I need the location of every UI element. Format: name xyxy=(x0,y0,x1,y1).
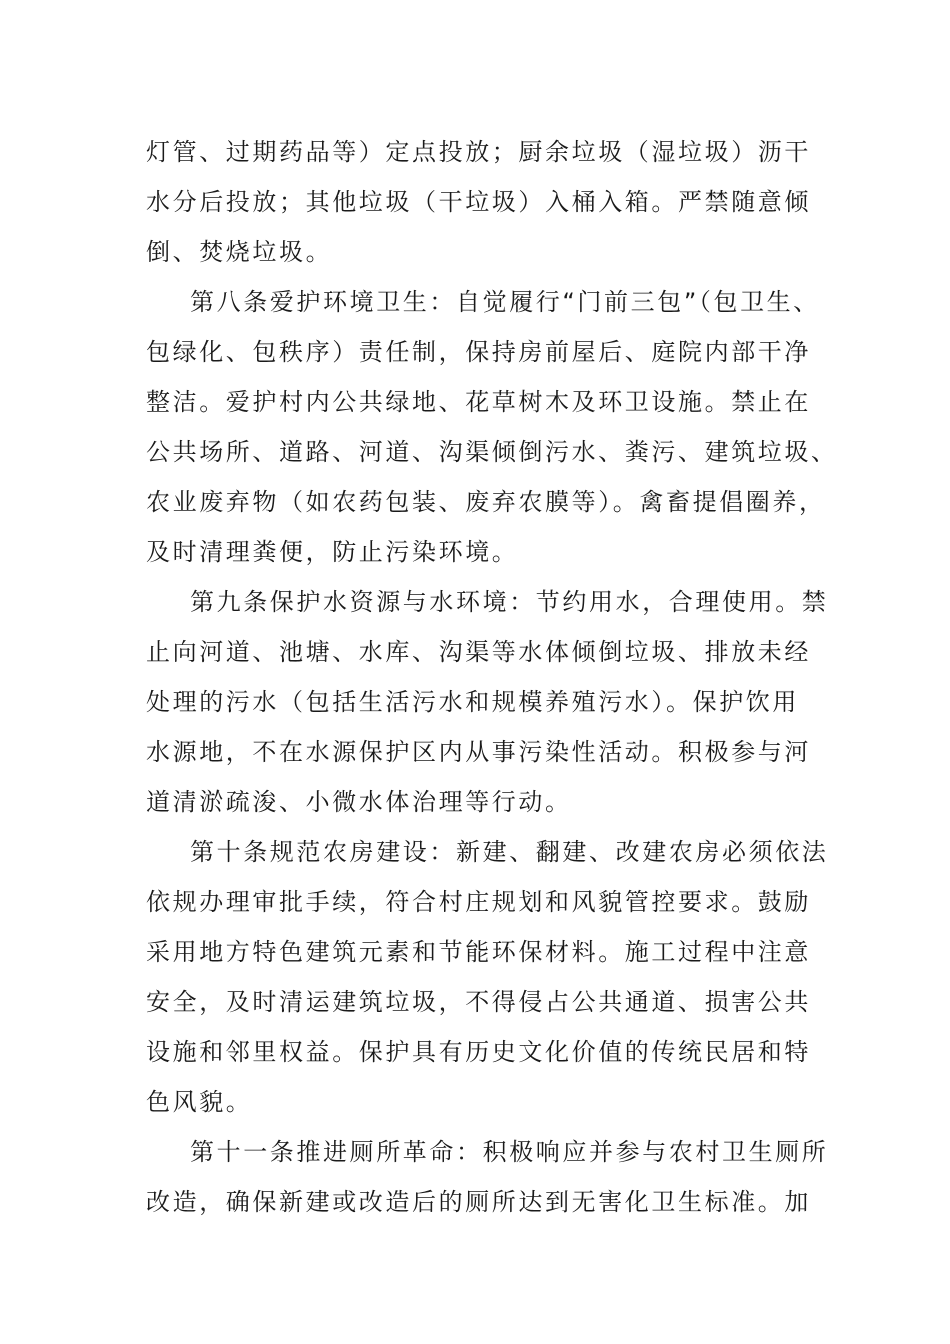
text-line: 水源地，不在水源保护区内从事污染性活动。积极参与河 xyxy=(146,738,811,766)
text-line: 依规办理审批手续，符合村庄规划和风貌管控要求。鼓励 xyxy=(146,888,811,916)
text-line: 公共场所、道路、河道、沟渠倾倒污水、粪污、建筑垃圾、 xyxy=(146,438,838,466)
text-line: 倒、焚烧垃圾。 xyxy=(146,238,333,266)
text-line: 水分后投放；其他垃圾（干垃圾）入桶入箱。严禁随意倾 xyxy=(146,188,811,216)
article-10-start: 第十条规范农房建设：新建、翻建、改建农房必须依法 xyxy=(190,838,829,866)
text-line: 道清淤疏浚、小微水体治理等行动。 xyxy=(146,788,572,816)
article-8-start: 第八条爱护环境卫生：自觉履行“门前三包”（包卫生、 xyxy=(190,288,820,316)
text-line: 处理的污水（包括生活污水和规模养殖污水）。保护饮用 xyxy=(146,688,799,716)
text-line: 整洁。爱护村内公共绿地、花草树木及环卫设施。禁止在 xyxy=(146,388,811,416)
text-line: 改造，确保新建或改造后的厕所达到无害化卫生标准。加 xyxy=(146,1188,811,1216)
text-line: 包绿化、包秩序）责任制，保持房前屋后、庭院内部干净 xyxy=(146,338,811,366)
text-line: 及时清理粪便，防止污染环境。 xyxy=(146,538,519,566)
text-line: 设施和邻里权益。保护具有历史文化价值的传统民居和特 xyxy=(146,1038,811,1066)
text-line: 止向河道、池塘、水库、沟渠等水体倾倒垃圾、排放未经 xyxy=(146,638,811,666)
text-line: 采用地方特色建筑元素和节能环保材料。施工过程中注意 xyxy=(146,938,811,966)
text-line: 灯管、过期药品等）定点投放；厨余垃圾（湿垃圾）沥干 xyxy=(146,138,811,166)
text-line: 安全，及时清运建筑垃圾，不得侵占公共通道、损害公共 xyxy=(146,988,811,1016)
article-9-start: 第九条保护水资源与水环境：节约用水，合理使用。禁 xyxy=(190,588,829,616)
text-line: 农业废弃物（如农药包装、废弃农膜等）。禽畜提倡圈养， xyxy=(146,488,826,516)
text-line: 色风貌。 xyxy=(146,1088,253,1116)
article-11-start: 第十一条推进厕所革命：积极响应并参与农村卫生厕所 xyxy=(190,1138,829,1166)
